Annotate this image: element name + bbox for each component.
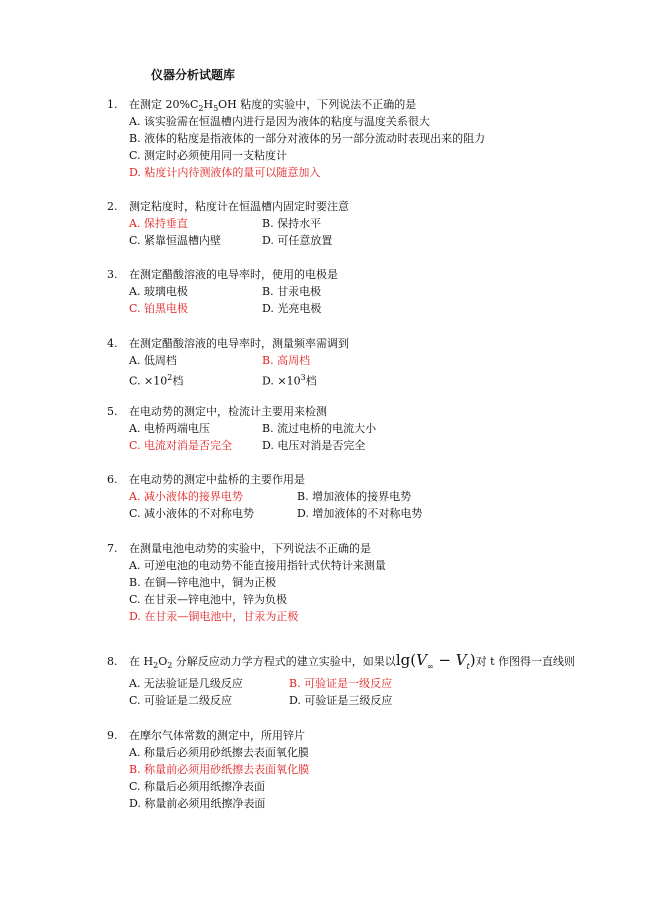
option-b: B. 在铜—锌电池中，铜为正极 — [129, 576, 277, 589]
option-c: C. 紧靠恒温槽内壁 — [129, 234, 222, 247]
question-6 — [107, 471, 627, 522]
option-a-answer: A. 保持垂直 — [129, 217, 188, 230]
question-stem: 3. 在测定醋酸溶液的电导率时，使用的电极是 — [107, 268, 338, 281]
question-stem: 7. 在测量电池电动势的实验中，下列说法不正确的是 — [107, 542, 371, 555]
option-a: A. 称量后必须用砂纸擦去表面氧化膜 — [129, 746, 309, 759]
option-c-answer: C. 铂黑电极 — [129, 302, 189, 315]
question-stem: 2. 测定粘度时，粘度计在恒温槽内固定时要注意 — [107, 200, 349, 213]
question-stem: 4. 在测定醋酸溶液的电导率时，测量频率需调到 — [107, 337, 349, 350]
question-1 — [107, 96, 627, 181]
option-b-answer: B. 称量前必须用砂纸擦去表面氧化膜 — [129, 763, 310, 776]
question-2 — [107, 198, 627, 249]
option-d-answer: D. 粘度计内待测液体的量可以随意加入 — [129, 166, 321, 179]
option-b: B. 液体的粘度是指液体的一部分对液体的另一部分流动时表现出来的阻力 — [129, 132, 486, 145]
option-c: C. 在甘汞—锌电池中，锌为负极 — [129, 593, 288, 606]
page-title: 仪器分析试题库 — [151, 68, 236, 82]
option-c: C. 减小液体的不对称电势 — [129, 507, 255, 520]
option-a: A. 玻璃电极 — [129, 285, 188, 298]
option-d: D. $\times 10^3$档 — [262, 373, 317, 388]
option-d: D. 光亮电极 — [262, 302, 322, 315]
option-a: A. 电桥两端电压 — [129, 422, 210, 435]
option-b: B. 甘汞电极 — [262, 285, 322, 298]
option-d: D. 可任意放置 — [262, 234, 333, 247]
option-b: B. 流过电桥的电流大小 — [262, 422, 377, 435]
formula-lg: $\lg(V_\infty - V_t)$ — [395, 651, 476, 671]
option-d-answer: D. 在甘汞—铜电池中，甘汞为正极 — [129, 610, 299, 623]
option-b-answer: B. 高周档 — [262, 354, 311, 367]
question-8 — [107, 649, 627, 709]
question-9 — [107, 727, 627, 812]
option-d: D. 电压对消是否完全 — [262, 439, 366, 452]
option-c: C. 称量后必须用纸擦净表面 — [129, 780, 266, 793]
question-5 — [107, 403, 627, 454]
option-a: A. 无法验证是几级反应 — [129, 677, 243, 690]
option-b-answer: B. 可验证是一级反应 — [289, 677, 393, 690]
question-stem: 5. 在电动势的测定中，检流计主要用来检测 — [107, 405, 327, 418]
option-a: A. 低周档 — [129, 354, 177, 367]
question-3 — [107, 266, 627, 317]
question-stem: 9. 在摩尔气体常数的测定中，所用锌片 — [107, 729, 305, 742]
option-a: A. 该实验需在恒温槽内进行是因为液体的粘度与温度关系很大 — [129, 115, 430, 128]
option-c: C. $\times 10^2$档 — [129, 373, 184, 388]
option-d: D. 增加液体的不对称电势 — [297, 507, 423, 520]
option-b: B. 保持水平 — [262, 217, 322, 230]
option-a: A. 可逆电池的电动势不能直接用指针式伏特计来测量 — [129, 559, 386, 572]
question-stem: 6. 在电动势的测定中盐桥的主要作用是 — [107, 473, 305, 486]
option-c: C. 测定时必须使用同一支粘度计 — [129, 149, 288, 162]
option-d: D. 称量前必须用纸擦净表面 — [129, 797, 266, 810]
question-stem: 8. 在 $H_2O_2$ 分解反应动力学方程式的建立实验中，如果以$\lg(V_\infty - V_t)$对 t 作图得一直线则 — [107, 651, 576, 671]
option-a-answer: A. 减小液体的接界电势 — [129, 490, 243, 503]
question-4 — [107, 335, 627, 386]
option-c-answer: C. 电流对消是否完全 — [129, 439, 233, 452]
option-c: C. 可验证是二级反应 — [129, 694, 233, 707]
question-7 — [107, 540, 627, 625]
question-stem: 1. 在测定 $20\%C_2H_5OH$ 粘度的实验中，下列说法不正确的是 — [107, 98, 417, 114]
option-d: D. 可验证是三级反应 — [289, 694, 393, 707]
option-b: B. 增加液体的接界电势 — [297, 490, 412, 503]
